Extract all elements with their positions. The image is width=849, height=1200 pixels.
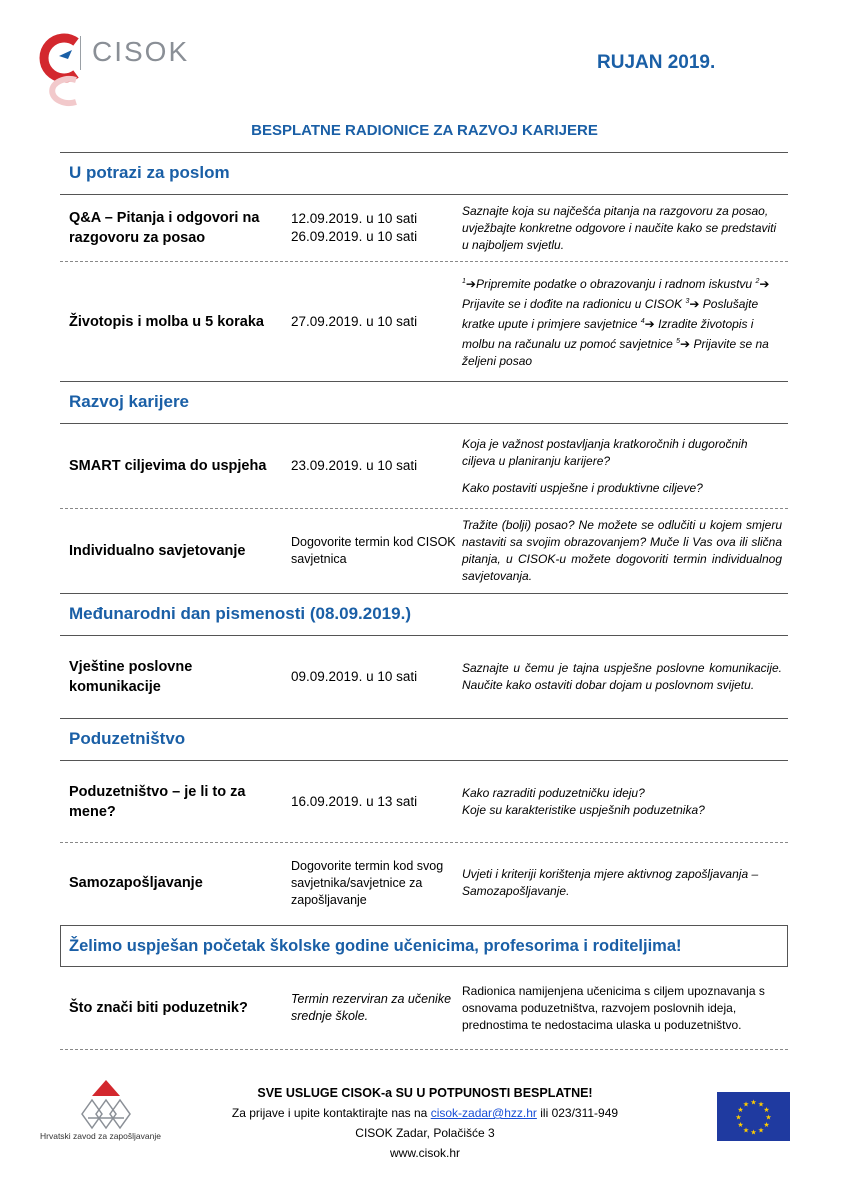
footer-contact: Za prijave i upite kontaktirajte nas na cisok-zadar@hzz.hr ili 023/311-949 xyxy=(231,1106,619,1120)
section-heading: U potrazi za poslom xyxy=(60,152,788,195)
logo-divider xyxy=(80,36,81,70)
month-heading: RUJAN 2019. xyxy=(597,52,716,73)
arrow-icon: ➔ xyxy=(465,277,476,291)
star-icon: ★ xyxy=(763,1122,770,1129)
table-row xyxy=(60,636,788,719)
star-icon: ★ xyxy=(763,1107,770,1114)
arrow-icon: ➔ xyxy=(759,277,770,291)
table-row xyxy=(60,195,788,262)
eu-flag xyxy=(717,1092,790,1141)
workshop-dates: 27.09.2019. u 10 sati xyxy=(291,313,418,329)
workshop-table xyxy=(60,152,788,1050)
workshop-steps: $^1$➔Pripremite podatke o obrazovanju i radnom iskustvu $^2$➔ Prijavite se i dođite na radionicu u CISOK $^3$➔ Poslušajte kratke upute i primjere savjetnice $^4$➔ Izradite životopis i molbu na računalu uz pomoć savjetnice $^5$➔ Prijavite se na željeni posao xyxy=(462,277,770,368)
workshop-dates: 12.09.2019. u 10 sati 26.09.2019. u 10 sati xyxy=(291,211,418,244)
star-icon: ★ xyxy=(765,1114,772,1122)
star-icon: ★ xyxy=(735,1114,742,1122)
workshop-description: Kako razraditi poduzetničku ideju? Koje su karakteristike uspješnih poduzetnika? xyxy=(462,785,705,817)
table-row xyxy=(60,761,788,843)
table-row xyxy=(60,967,788,1050)
star-icon: ★ xyxy=(750,1099,757,1107)
footer-free-services: SVE USLUGE CISOK-a SU U POTPUNOSTI BESPLATNE! xyxy=(257,1086,593,1100)
section-heading: Poduzetništvo xyxy=(60,719,788,761)
footer-address: CISOK Zadar, Polačišće 3 xyxy=(355,1126,495,1140)
workshop-description: Uvjeti i kriteriji korištenja mjere aktivnog zapošljavanja – Samozapošljavanje. xyxy=(462,867,759,898)
hzz-caption: Hrvatski zavod za zapošljavanje xyxy=(40,1131,161,1141)
workshop-description: Koja je važnost postavljanja kratkoročnih i dugoročnih ciljeva u planiranju karijere? Kako postaviti uspješne i produktivne ciljeve? xyxy=(462,436,748,495)
workshop-dates: Dogovorite termin kod CISOK savjetnica xyxy=(291,535,456,566)
arrow-icon: ➔ xyxy=(689,297,700,311)
table-row xyxy=(60,262,788,382)
workshop-dates: Dogovorite termin kod svog savjetnika/savjetnice za zapošljavanje xyxy=(291,858,444,907)
section-heading: Razvoj karijere xyxy=(60,382,788,424)
workshop-name: Individualno savjetovanje xyxy=(69,543,246,559)
workshop-dates: 09.09.2019. u 10 sati xyxy=(291,669,418,684)
workshop-dates: Termin rezerviran za učenike srednje škole. xyxy=(291,992,452,1023)
workshop-name: Vještine poslovne komunikacije xyxy=(69,659,193,695)
document-title: BESPLATNE RADIONICE ZA RAZVOJ KARIJERE xyxy=(251,122,598,139)
table-row xyxy=(60,509,788,594)
workshop-description: Saznajte koja su najčešća pitanja na razgovoru za posao, uvježbajte konkretne odgovore i naučite kako se predstaviti u najboljem svjetlu. xyxy=(462,203,777,252)
workshop-name: SMART ciljevima do uspjeha xyxy=(69,458,267,474)
logo-text: CISOK xyxy=(92,36,190,67)
table-row xyxy=(60,843,788,923)
star-icon: ★ xyxy=(737,1107,744,1114)
footer-website: www.cisok.hr xyxy=(389,1146,460,1160)
workshop-dates: 23.09.2019. u 10 sati xyxy=(291,458,418,473)
workshop-description: Saznajte u čemu je tajna uspješne poslovne komunikacije. Naučite kako ostaviti dobar dojam u poslovnom svijetu. xyxy=(462,661,782,692)
arrow-icon: ➔ xyxy=(680,337,691,351)
section-heading: Međunarodni dan pismenosti (08.09.2019.) xyxy=(60,594,788,636)
workshop-name: Q&A – Pitanja i odgovori na razgovoru za posao xyxy=(69,210,260,246)
workshop-name: Što znači biti poduzetnik? xyxy=(69,1000,248,1016)
workshop-dates: 16.09.2019. u 13 sati xyxy=(291,793,418,809)
workshop-description: Tražite (bolji) posao? Ne možete se odlučiti u kojem smjeru nastaviti sa svojim obrazovanjem? Muče li Vas ova ili slična pitanja, u CISOK-u možete dogovoriti termin individualnog savjetovanja. xyxy=(462,518,782,583)
star-icon: ★ xyxy=(757,1127,765,1135)
arrow-icon: ➔ xyxy=(644,317,655,331)
workshop-description: Radionica namijenjena učenicima s ciljem upoznavanja s osnovama poduzetništva, razvojem poslovnih ideja, prednostima te nedostacima ulaska u poduzetništvo. xyxy=(462,983,765,1032)
star-icon: ★ xyxy=(750,1129,757,1137)
star-icon: ★ xyxy=(757,1101,765,1109)
section-heading-school: Želimo uspješan početak školske godine učenicima, profesorima i roditeljima! xyxy=(60,925,788,967)
workshop-name: Samozapošljavanje xyxy=(69,875,203,891)
email-link[interactable]: cisok-zadar@hzz.hr xyxy=(430,1106,537,1120)
footer-info xyxy=(180,1083,670,1163)
star-icon: ★ xyxy=(737,1122,744,1129)
star-icon: ★ xyxy=(742,1101,750,1109)
star-icon: ★ xyxy=(742,1127,750,1135)
workshop-name: Poduzetništvo – je li to za mene? xyxy=(69,783,246,820)
table-row xyxy=(60,424,788,509)
workshop-name: Životopis i molba u 5 koraka xyxy=(69,313,264,330)
